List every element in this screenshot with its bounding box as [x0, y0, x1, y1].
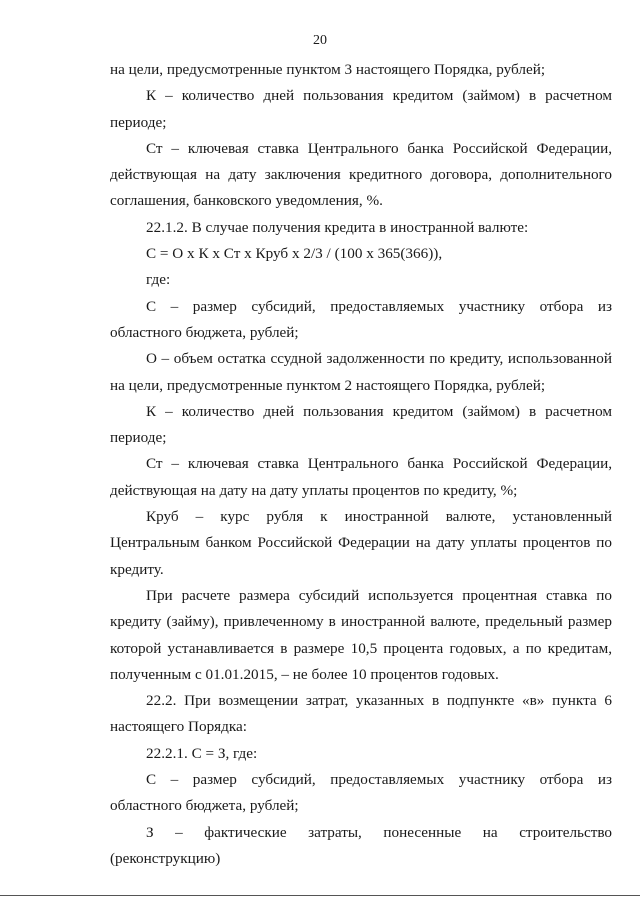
- paragraph-c-definition-2: С – размер субсидий, предоставляемых участнику отбора из областного бюджета, рублей;: [110, 771, 612, 815]
- paragraph-o-definition: О – объем остатка ссудной задолженности по кредиту, использованной на цели, предусмотренные пунктом 2 настоящего Порядка, рублей;: [110, 350, 612, 394]
- paragraph-z-definition: З – фактические затраты, понесенные на строительство (реконструкцию): [110, 823, 612, 867]
- formula-subsidy-foreign-currency: С = О х К х Ст х Круб х 2/3 / (100 х 365(366)),: [146, 245, 443, 263]
- document-body: [110, 57, 612, 872]
- paragraph-clause-22-2: 22.2. При возмещении затрат, указанных в подпункте «в» пункта 6 настоящего Порядка:: [110, 692, 612, 736]
- page-number: 20: [313, 33, 327, 48]
- paragraph-k-definition-2: К – количество дней пользования кредитом (займом) в расчетном периоде;: [110, 402, 612, 447]
- paragraph-c-definition: С – размер субсидий, предоставляемых участнику отбора из областного бюджета, рублей;: [110, 297, 612, 341]
- paragraph-clause-22-1-2: 22.1.2. В случае получения кредита в иностранной валюте:: [146, 218, 529, 236]
- paragraph-st-definition-2: Ст – ключевая ставка Центрального банка Российской Федерации, действующая на дату на дату уплаты процентов по кредиту, %;: [110, 455, 612, 499]
- paragraph-st-definition: Ст – ключевая ставка Центрального банка Российской Федерации, действующая на дату заключения кредитного договора, дополнительного соглашения, банковского уведомления, %.: [110, 139, 612, 210]
- formula-clause-22-2-1: 22.2.1. С = З, где:: [146, 744, 258, 762]
- page-bottom-rule: [0, 895, 640, 896]
- paragraph-continuation: на цели, предусмотренные пунктом 3 настоящего Порядка, рублей;: [110, 61, 546, 78]
- paragraph-interest-rate-limit: При расчете размера субсидий используется процентная ставка по кредиту (займу), привлеченному в иностранной валюте, предельный размер которой устанавливается в размере 10,5 процента годовых, а по кредитам, полученным с 01.01.2015, – не более 10 процентов годовых.: [110, 586, 612, 683]
- paragraph-k-definition: К – количество дней пользования кредитом (займом) в расчетном периоде;: [110, 87, 612, 131]
- paragraph-where: где:: [146, 271, 171, 289]
- paragraph-krub-definition: Круб – курс рубля к иностранной валюте, установленный Центральным банком Российской Федерации на дату уплаты процентов по кредиту.: [110, 508, 612, 578]
